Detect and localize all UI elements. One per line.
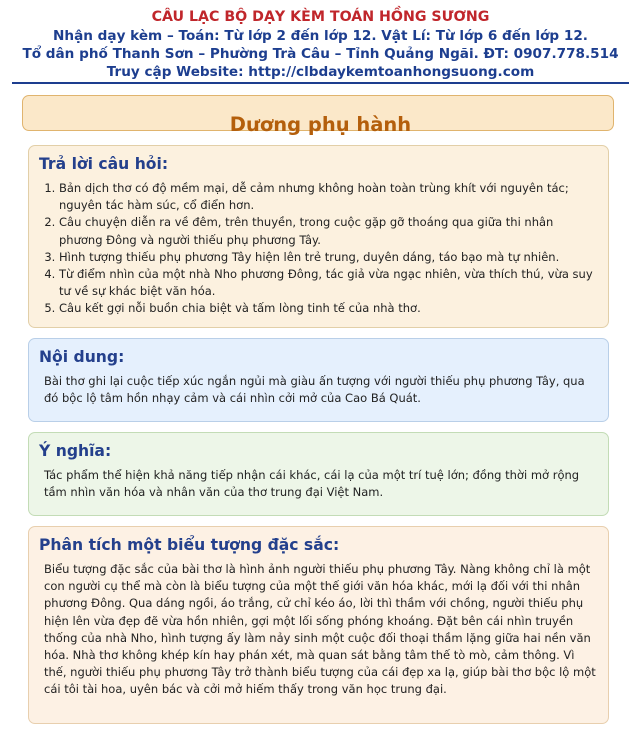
answer-item: 5. Câu kết gợi nỗi buồn chia biệt và tấm lòng tinh tế của nhà thơ. [59, 300, 596, 317]
website-line: Truy cập Website: http://clbdaykemtoanhongsuong.com [106, 64, 535, 80]
page-title: Dương phụ hành [229, 113, 412, 136]
answers-card [28, 145, 609, 328]
answer-item: 1. Bản dịch thơ có độ mềm mại, dễ cảm nhưng không hoàn toàn trùng khít với nguyên tác; nguyên tác hàm súc, cổ điển hơn. [59, 180, 596, 214]
meaning-heading: Ý nghĩa: [39, 442, 112, 460]
analysis-text: Biểu tượng đặc sắc của bài thơ là hình ảnh người thiếu phụ phương Tây. Nàng không chỉ là một con người cụ thể mà còn là biểu tượng của một thế giới văn hóa khác, mới lạ đối với thi nhân phương Đông. Qua dáng ngồi, áo trắng, cử chỉ kéo áo, lời thì thầm với chồng, người thiếu phụ hiện lên vừa đẹp đẽ vừa hồn nhiên, gợi một lối sống phóng khoáng. Đặt bên cái nhìn truyền thống của nhà Nho, hình tượng ấy làm nảy sinh một cuộc đối thoại thầm lặng giữa hai nền văn hóa. Nhà thơ không khép kín hay phán xét, mà quan sát bằng tâm thế tò mò, cảm thông. Vì thế, người thiếu phụ phương Tây trở thành biểu tượng của cái đẹp xa lạ, giúp bài thơ bộc lộ một cái tôi tài hoa, uyên bác và cởi mở hiếm thấy trong văn học trung đại. [44, 562, 596, 697]
answer-item: 4. Từ điểm nhìn của một nhà Nho phương Đông, tác giả vừa ngạc nhiên, vừa thích thú, vừa suy tư về sự khác biệt văn hóa. [59, 266, 596, 300]
header-divider [12, 82, 629, 84]
content-card [28, 338, 609, 422]
club-header [0, 0, 641, 81]
meaning-card [28, 432, 609, 516]
analysis-heading: Phân tích một biểu tượng đặc sắc: [39, 536, 340, 554]
answers-heading: Trả lời câu hỏi: [39, 155, 169, 173]
meaning-text: Tác phẩm thể hiện khả năng tiếp nhận cái khác, cái lạ của một trí tuệ lớn; đồng thời mở rộng tầm nhìn văn hóa và nhân văn của thơ trung đại Việt Nam. [44, 468, 580, 500]
answer-item: 3. Hình tượng thiếu phụ phương Tây hiện lên trẻ trung, duyên dáng, táo bạo mà tự nhiên. [59, 249, 596, 266]
content-heading: Nội dung: [39, 348, 125, 366]
content-text: Bài thơ ghi lại cuộc tiếp xúc ngắn ngủi mà giàu ấn tượng với người thiếu phụ phương Tây, qua đó bộc lộ tâm hồn nhạy cảm và cái nhìn cởi mở của Cao Bá Quát. [44, 374, 585, 406]
teaching-info: Nhận dạy kèm – Toán: Từ lớp 2 đến lớp 12. Vật Lí: Từ lớp 6 đến lớp 12. [53, 28, 588, 44]
club-name: CÂU LẠC BỘ DẠY KÈM TOÁN HỒNG SƯƠNG [151, 9, 490, 25]
address-phone: Tổ dân phố Thanh Sơn – Phường Trà Câu – Tỉnh Quảng Ngãi. ĐT: 0907.778.514 [22, 46, 619, 62]
answer-item: 2. Câu chuyện diễn ra về đêm, trên thuyền, trong cuộc gặp gỡ thoáng qua giữa thi nhân phương Đông và người thiếu phụ phương Tây. [59, 214, 596, 248]
answers-list [39, 180, 596, 318]
analysis-card [28, 526, 609, 724]
